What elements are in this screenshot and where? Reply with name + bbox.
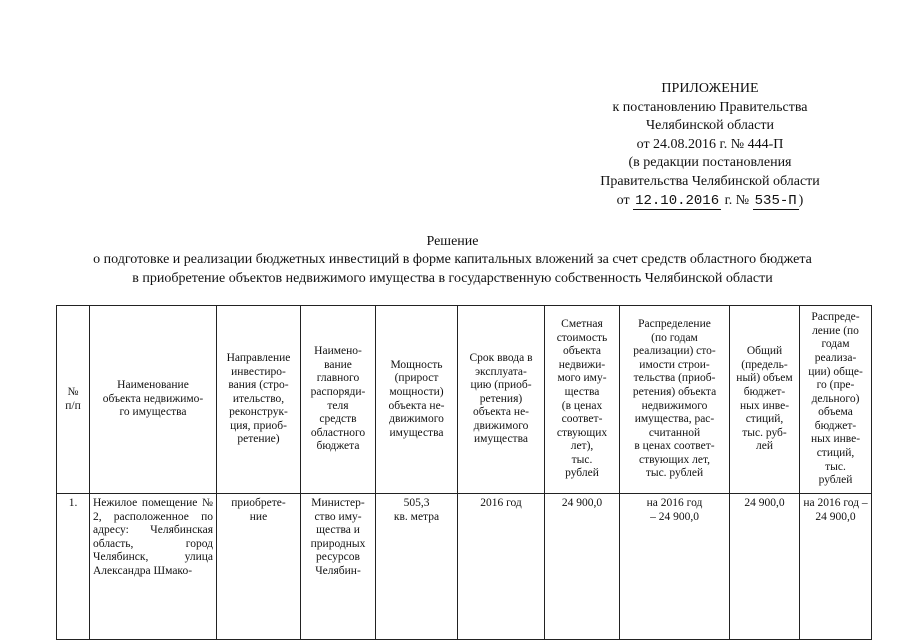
cell-object-name: Нежилое помещение № 2, расположенное по адресу: Челябинская область, город Челябинск, улица Александра Шмако- [90,494,217,640]
col-header-cost-distribution: Распределение (по годам реализации) сто- имости строи- тельства (приоб- ретения) объекта недвижимого имущества, рас- считанной в ценах соответ- ствующих лет, тыс. рублей [620,306,730,494]
cell-number: 1. [57,494,90,640]
cell-cost-distribution: на 2016 год – 24 900,0 [620,494,730,640]
col-header-admin: Наимено- вание главного распоряди- теля средств областного бюджета [301,306,376,494]
col-header-total-volume: Общий (предель- ный) объем бюджет- ных инве- стиций, тыс. руб- лей [730,306,800,494]
appendix-title: ПРИЛОЖЕНИЕ [661,81,759,96]
appendix-block [560,80,860,210]
decision-subtitle-1: о подготовке и реализации бюджетных инвестиций в форме капитальных вложений за счет средств областного бюджета [93,252,812,268]
col-header-direction: Направление инвестиро- вания (стро- ительство, реконструк- ция, приоб- ретение) [217,306,301,494]
appendix-line-6-prefix: от [616,192,630,208]
col-header-capacity: Мощность (прирост мощности) объекта не- движимого имущества [376,306,458,494]
decision-subtitle-2: в приобретение объектов недвижимого имущества в государственную собственность Челябинской области [132,270,773,286]
amendment-number: 535-П [754,192,797,209]
cell-admin: Министер- ство иму- щества и природных ресурсов Челябин- [301,494,376,640]
appendix-line-6-suffix: ) [798,192,804,208]
col-header-total-distribution: Распреде- ление (по годам реализа- ции) обще- го (пре- дельного) объема бюджет- ных инве- стиций, тыс. рублей [800,306,872,494]
cell-estimated-cost: 24 900,0 [545,494,620,640]
appendix-line-3: от 24.08.2016 г. № 444-П [636,136,784,152]
cell-total-volume: 24 900,0 [730,494,800,640]
col-header-term: Срок ввода в эксплуата- цию (приоб- ретения) объекта не- движимого имущества [458,306,545,494]
appendix-line-6 [560,192,860,211]
cell-term: 2016 год [458,494,545,640]
amendment-date: 12.10.2016 [635,192,720,209]
cell-total-distribution: на 2016 год – 24 900,0 [800,494,872,640]
col-header-object-name: Наименование объекта недвижимо- го имущества [90,306,217,494]
col-header-estimated-cost: Сметная стоимость объекта недвижи- мого иму- щества (в ценах соответ- ствующих лет), тыс. рублей [545,306,620,494]
table-row [57,494,872,640]
appendix-line-1: к постановлению Правительства [612,99,808,115]
appendix-line-6-mid: г. № [724,192,750,208]
cell-direction: приобрете- ние [217,494,301,640]
cell-capacity: 505,3 кв. метра [376,494,458,640]
appendix-line-2: Челябинской области [646,118,774,134]
decision-heading [20,233,885,288]
table-header-row [57,306,872,494]
appendix-line-5: Правительства Челябинской области [600,173,820,189]
decision-title: Решение [426,234,479,249]
appendix-line-4: (в редакции постановления [628,155,792,171]
investment-table [56,305,872,640]
col-header-number: № п/п [57,306,90,494]
